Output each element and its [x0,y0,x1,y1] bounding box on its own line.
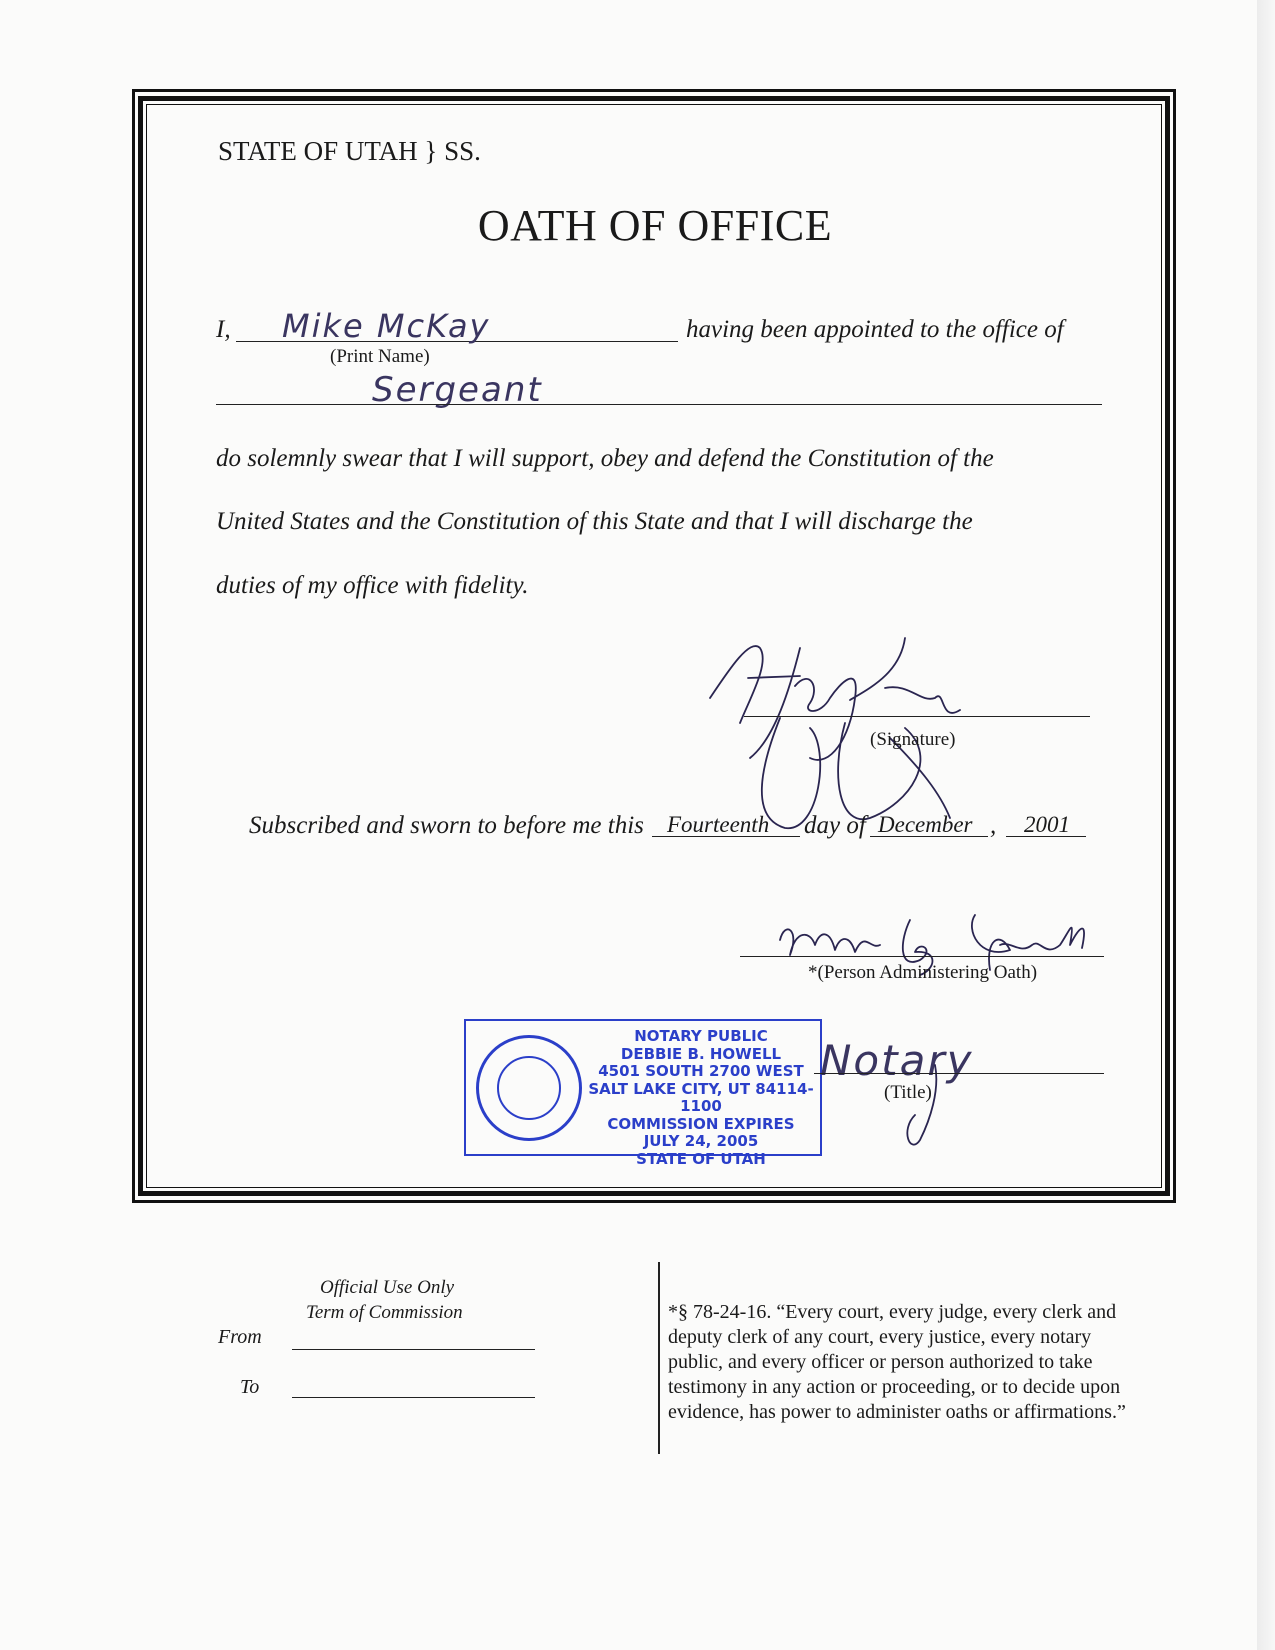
term-of-commission-heading: Term of Commission [306,1302,463,1323]
notary-stamp [464,1019,822,1168]
appointed-text: having been appointed to the office of [686,316,1064,343]
stamp-line: COMMISSION EXPIRES [607,1114,795,1133]
stamp-line: SALT LAKE CITY, UT 84114-1100 [588,1079,814,1115]
subscribed-day-of: day of [804,812,866,839]
to-field[interactable] [292,1397,535,1398]
oath-line-3: duties of my office with fidelity. [216,572,529,599]
oath-line-2: United States and the Constitution of this State and that I will discharge the [216,508,973,535]
state-seal [476,1035,582,1141]
statute-note: *§ 78-24-16. “Every court, every judge, every clerk and deputy clerk of any court, every justice, every notary public, and every officer or person authorized to take testimony in any action or proceeding, or to decide upon evidence, has power to administer oaths or affirmations.” [668,1301,1126,1423]
office-rule [216,404,1102,405]
oath-line-1: do solemnly swear that I will support, obey and defend the Constitution of the [216,445,994,472]
signature-caption: (Signature) [870,729,956,750]
stamp-line: DEBBIE B. HOWELL [620,1044,782,1063]
print-name-caption: (Print Name) [330,346,430,367]
from-field[interactable] [292,1349,535,1350]
title-caption: (Title) [884,1082,932,1103]
stamp-line: NOTARY PUBLIC [634,1027,768,1045]
signature-rule [744,716,1090,717]
subscribed-month: December [878,812,973,837]
printed-name-handwritten: Mike McKay [282,307,491,345]
stamp-line: JULY 24, 2005 [643,1132,759,1150]
subscribed-year: 2001 [1024,812,1070,837]
subscribed-comma: , [990,812,997,839]
stamp-line: 4501 SOUTH 2700 WEST [598,1062,804,1080]
administrator-caption: *(Person Administering Oath) [808,962,1038,983]
notary-stamp-text [586,1028,816,1168]
administrator-rule [740,956,1104,957]
subscribed-day: Fourteenth [667,812,770,837]
from-label: From [218,1326,262,1348]
subscribed-lead: Subscribed and sworn to before me this [249,812,644,839]
stamp-line: STATE OF UTAH [636,1149,766,1168]
official-use-heading: Official Use Only [320,1277,455,1298]
oath-prefix: I, [216,316,231,343]
footer-divider [658,1262,660,1454]
office-handwritten: Sergeant [372,370,543,410]
title-handwritten: Notary [820,1036,974,1085]
state-seal-emblem [497,1056,561,1120]
title-rule [814,1073,1104,1074]
oath-signature-image [690,628,1010,828]
document-title: OATH OF OFFICE [477,201,833,250]
state-heading: STATE OF UTAH } SS. [218,136,481,166]
to-label: To [240,1376,260,1398]
